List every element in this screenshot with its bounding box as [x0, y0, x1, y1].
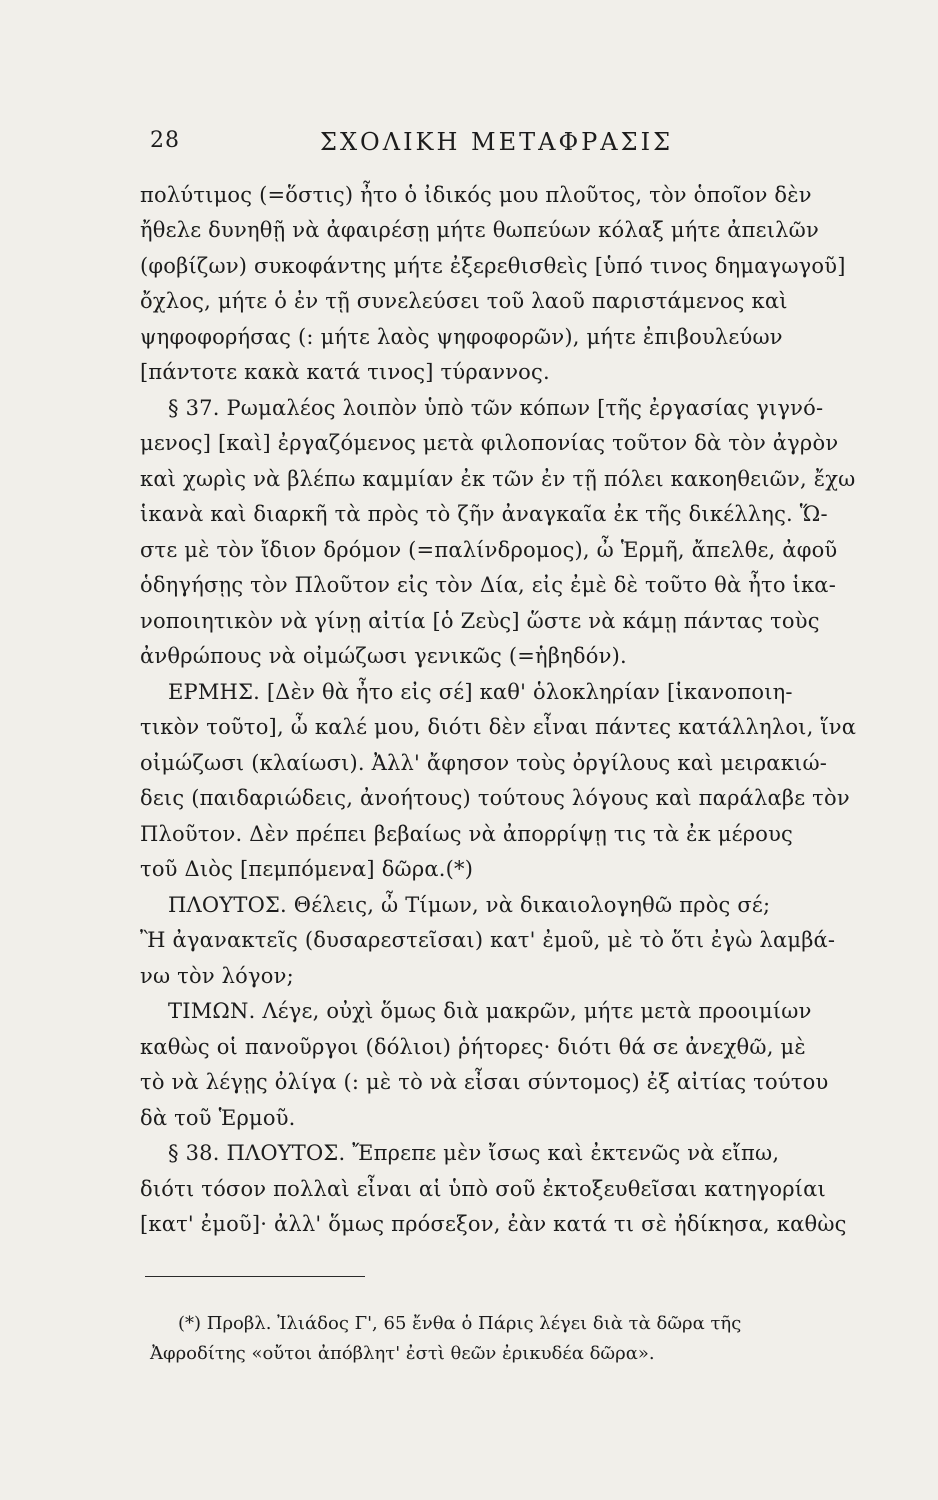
text-line: ΠΛΟΥΤΟΣ. Θέλεις, ὦ Τίμων, νὰ δικαιολογηθῶ πρὸς σέ; — [168, 893, 771, 917]
text-line: νω τὸν λόγον; — [140, 964, 294, 988]
text-line: ἤθελε δυνηθῇ νὰ ἀφαιρέσῃ μήτε θωπεύων κόλαξ μήτε ἀπειλῶν — [140, 218, 819, 242]
running-title: ΣΧΟΛΙΚΗ ΜΕΤΑΦΡΑΣΙΣ — [320, 128, 674, 156]
text-line: ψηφοφορήσας (: μήτε λαὸς ψηφοφορῶν), μήτε ἐπιβουλεύων — [140, 325, 783, 349]
text-line: ὄχλος, μήτε ὁ ἐν τῇ συνελεύσει τοῦ λαοῦ παριστάμενος καὶ — [140, 289, 788, 313]
text-line: (φοβίζων) συκοφάντης μήτε ἐξερεθισθεὶς [ὑπό τινος δημαγωγοῦ] — [140, 254, 846, 278]
text-line: ἱκανὰ καὶ διαρκῆ τὰ πρὸς τὸ ζῆν ἀναγκαῖα ἐκ τῆς δικέλλης. Ὥ- — [140, 502, 828, 526]
text-line: ἀνθρώπους νὰ οἰμώζωσι γενικῶς (=ἡβηδόν). — [140, 644, 627, 668]
text-line: ὁδηγήσῃς τὸν Πλοῦτον εἰς τὸν Δία, εἰς ἐμὲ δὲ τοῦτο θὰ ἦτο ἱκα- — [140, 573, 836, 597]
text-line: καὶ χωρὶς νὰ βλέπω καμμίαν ἐκ τῶν ἐν τῇ πόλει κακοηθειῶν, ἔχω — [140, 467, 856, 491]
text-line: δεις (παιδαριώδεις, ἀνοήτους) τούτους λόγους καὶ παράλαβε τὸν — [140, 786, 850, 810]
text-line: δὰ τοῦ Ἑρμοῦ. — [140, 1106, 296, 1130]
footnote-rule — [145, 1276, 365, 1277]
text-line: Πλοῦτον. Δὲν πρέπει βεβαίως νὰ ἀπορρίψῃ τις τὰ ἐκ μέρους — [140, 822, 794, 846]
text-line: στε μὲ τὸν ἴδιον δρόμον (=παλίνδρομος), ὦ Ἑρμῆ, ἄπελθε, ἀφοῦ — [140, 538, 838, 562]
text-line: τικὸν τοῦτο], ὦ καλέ μου, διότι δὲν εἶναι πάντες κατάλληλοι, ἵνα — [140, 715, 857, 739]
text-line: τὸ νὰ λέγῃς ὀλίγα (: μὲ τὸ νὰ εἶσαι σύντομος) ἐξ αἰτίας τούτου — [140, 1070, 829, 1094]
text-line: ΕΡΜΗΣ. [Δὲν θὰ ἦτο εἰς σέ] καθ' ὁλοκληρίαν [ἱκανοποιη- — [168, 680, 793, 704]
text-line: πολύτιμος (=ὅστις) ἦτο ὁ ἰδικός μου πλοῦτος, τὸν ὁποῖον δὲν — [140, 183, 812, 207]
text-line: [κατ' ἐμοῦ]· ἀλλ' ὅμως πρόσεξον, ἐὰν κατά τι σὲ ἠδίκησα, καθὼς — [140, 1212, 847, 1236]
text-line: Ἢ ἀγανακτεῖς (δυσαρεστεῖσαι) κατ' ἐμοῦ, μὲ τὸ ὅτι ἐγὼ λαμβά- — [140, 928, 836, 952]
text-line: § 38. ΠΛΟΥΤΟΣ. Ἔπρεπε μὲν ἴσως καὶ ἐκτενῶς νὰ εἴπω, — [168, 1141, 780, 1165]
text-line: [πάντοτε κακὰ κατά τινος] τύραννος. — [140, 360, 550, 384]
footnote-line: (*) Προβλ. Ἰλιάδος Γ', 65 ἔνθα ὁ Πάρις λέγει διὰ τὰ δῶρα τῆς — [178, 1313, 742, 1334]
text-line: μενος] [καὶ] ἐργαζόμενος μετὰ φιλοπονίας τοῦτον δὰ τὸν ἀγρὸν — [140, 431, 839, 455]
page-number: 28 — [150, 128, 180, 153]
text-line: νοποιητικὸν νὰ γίνῃ αἰτία [ὁ Ζεὺς] ὥστε νὰ κάμῃ πάντας τοὺς — [140, 609, 820, 633]
text-line: καθὼς οἱ πανοῦργοι (δόλιοι) ῥήτορες· διότι θά σε ἀνεχθῶ, μὲ — [140, 1035, 806, 1059]
text-line: § 37. Ρωμαλέος λοιπὸν ὑπὸ τῶν κόπων [τῆς ἐργασίας γιγνό- — [168, 396, 824, 420]
text-line: τοῦ Διὸς [πεμπόμενα] δῶρα.(*) — [140, 857, 474, 881]
text-line: διότι τόσον πολλαὶ εἶναι αἱ ὑπὸ σοῦ ἐκτοξευθεῖσαι κατηγορίαι — [140, 1177, 826, 1201]
footnote-line: Ἀφροδίτης «οὔτοι ἀπόβλητ' ἐστὶ θεῶν ἐρικυδέα δῶρα». — [150, 1343, 655, 1364]
text-line: οἰμώζωσι (κλαίωσι). Ἀλλ' ἄφησον τοὺς ὀργίλους καὶ μειρακιώ- — [140, 751, 828, 775]
text-line: ΤΙΜΩΝ. Λέγε, οὐχὶ ὅμως διὰ μακρῶν, μήτε μετὰ προοιμίων — [168, 999, 812, 1023]
